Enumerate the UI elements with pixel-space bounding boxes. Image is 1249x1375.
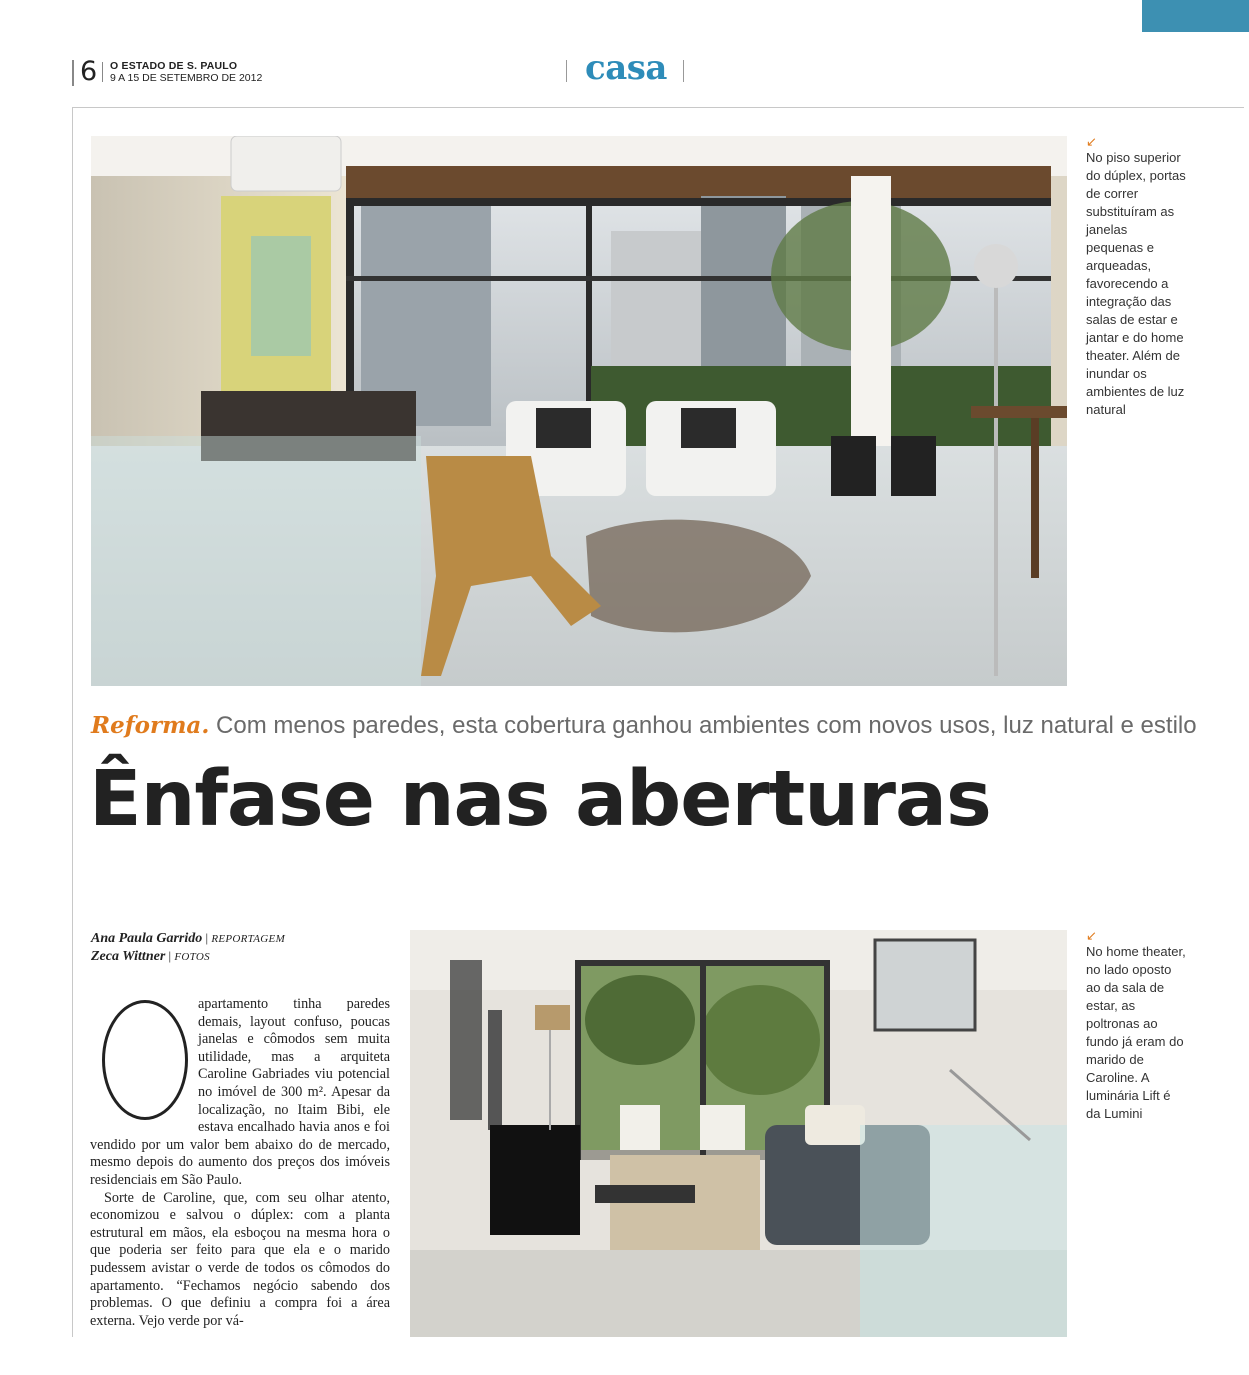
top-caption-text: No piso superior do dúplex, portas de correr substituíram as janelas pequenas e arqueadas, favorecendo a integração das salas de estar e jantar e do home theater. Além de inundar os ambientes de luz natural	[1086, 150, 1186, 417]
bottom-photo-caption	[1086, 929, 1186, 1123]
section-divider	[683, 60, 684, 82]
issue-date: 9 A 15 DE SETEMBRO DE 2012	[110, 72, 263, 84]
paragraph: Sorte de Caroline, que, com seu olhar atento, economizou e salvou o dúplex: com a planta estrutural em mãos, ela esboçou na mesma hora o que poderia ser feito para que ela e o marido pudessem avistar o verde de todos os cômodos do apartamento. “Fechamos negócio sabendo dos problemas. O que definiu a compra foi a área externa. Vejo verde por vá-	[90, 1189, 390, 1329]
byline: Zeca Wittner | FOTOS	[91, 948, 210, 964]
header-divider	[72, 60, 74, 86]
living-room-photo	[91, 136, 1067, 686]
section-divider	[566, 60, 567, 82]
section-color-tab	[1142, 0, 1249, 32]
bottom-caption-text: No home theater, no lado oposto ao da sala de estar, as poltronas ao fundo já eram do marido de Caroline. A luminária Lift é da Lumini	[1086, 944, 1186, 1121]
kicker: Reforma.	[91, 712, 210, 739]
byline-name: Ana Paula Garrido	[91, 931, 203, 946]
section-logo: casa	[585, 48, 667, 88]
byline-name: Zeca Wittner	[91, 949, 166, 964]
deck-text: Com menos paredes, esta cobertura ganhou ambientes com novos usos, luz natural e estilo	[216, 712, 1197, 739]
top-photo-caption	[1086, 135, 1186, 419]
publication-name: O ESTADO DE S. PAULO	[110, 60, 238, 72]
page-number: 6	[80, 56, 98, 87]
home-theater-photo	[410, 930, 1067, 1337]
headline: Ênfase nas aberturas	[89, 755, 991, 844]
caption-arrow-icon: ↙	[1086, 134, 1097, 149]
byline-role: REPORTAGEM	[211, 933, 286, 945]
left-rule	[72, 107, 73, 1337]
publication-info	[110, 60, 262, 84]
byline-role: FOTOS	[174, 951, 210, 963]
article-body	[90, 996, 390, 1330]
header-divider	[102, 62, 103, 82]
byline: Ana Paula Garrido | REPORTAGEM	[91, 930, 286, 946]
deck	[91, 712, 1197, 740]
caption-arrow-icon: ↙	[1086, 928, 1097, 943]
drop-cap-o	[102, 1000, 188, 1120]
top-rule	[72, 107, 1244, 108]
paragraph: apartamento tinha paredes demais, layout confuso, poucas janelas e cômodos sem muita utilidade, mas a arquiteta Caroline Gabriades viu potencial no imóvel de 300 m². Apesar da localização, no Itaim Bibi, ele estava encalhado havia anos e foi vendido por um valor bem abaixo do de mercado, mesmo depois do aumento dos preços dos imóveis residenciais em São Paulo.	[90, 996, 390, 1188]
